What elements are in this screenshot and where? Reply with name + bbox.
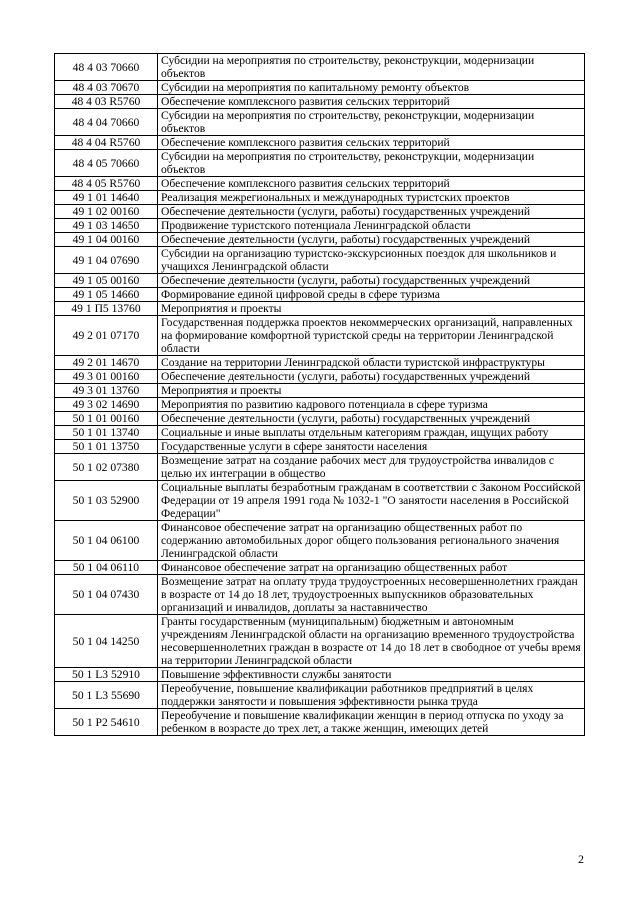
target-article-code: 50 1 L3 52910 [55,668,158,682]
table-row [55,384,585,398]
table-row [55,302,585,316]
target-article-code: 49 1 02 00160 [55,205,158,219]
target-article-description: Обеспечение деятельности (услуги, работы) государственных учреждений [158,412,585,426]
target-article-description: Обеспечение комплексного развития сельских территорий [158,177,585,191]
target-article-code: 50 1 04 07430 [55,575,158,615]
target-article-description: Мероприятия и проекты [158,384,585,398]
table-row [55,288,585,302]
target-article-description: Создание на территории Ленинградской области туристской инфраструктуры [158,356,585,370]
table-row [55,191,585,205]
table-body [55,54,585,736]
target-article-code: 48 4 05 70660 [55,150,158,177]
target-article-code: 48 4 04 R5760 [55,136,158,150]
table-row [55,233,585,247]
target-article-code: 49 3 01 00160 [55,370,158,384]
target-article-description: Мероприятия по развитию кадрового потенциала в сфере туризма [158,398,585,412]
target-article-description: Субсидии на организацию туристско-экскурсионных поездок для школьников и учащихся Ленинградской области [158,247,585,274]
target-article-description: Переобучение и повышение квалификации женщин в период отпуска по уходу за ребенком в возрасте до трех лет, а также женщин, имеющих детей [158,709,585,736]
target-article-code: 50 1 04 14250 [55,615,158,668]
table-row [55,95,585,109]
target-article-code: 50 1 04 06110 [55,561,158,575]
table-row [55,370,585,384]
target-article-code: 50 1 P2 54610 [55,709,158,736]
table-row [55,412,585,426]
target-article-code: 49 1 01 14640 [55,191,158,205]
table-row [55,426,585,440]
target-article-description: Гранты государственным (муниципальным) бюджетным и автономным учреждениям Ленинградской области на организацию временного трудоустройства несовершеннолетних граждан в возрасте от 14 до 18 лет в свободное от учебы время на территории Ленинградской области [158,615,585,668]
target-article-code: 48 4 04 70660 [55,109,158,136]
target-article-description: Реализация межрегиональных и международных туристских проектов [158,191,585,205]
target-article-code: 49 2 01 14670 [55,356,158,370]
page-number: 2 [578,852,584,866]
target-article-code: 48 4 03 70670 [55,81,158,95]
target-article-code: 50 1 03 52900 [55,481,158,521]
target-article-code: 49 1 05 14660 [55,288,158,302]
target-article-code: 49 3 01 13760 [55,384,158,398]
table-row [55,274,585,288]
table-row [55,247,585,274]
target-article-code: 50 1 L3 55690 [55,682,158,709]
target-article-description: Финансовое обеспечение затрат на организацию общественных работ [158,561,585,575]
target-article-code: 48 4 03 70660 [55,54,158,81]
target-article-code: 50 1 01 13750 [55,440,158,454]
table-row [55,177,585,191]
target-article-description: Возмещение затрат на оплату труда трудоустроенных несовершеннолетних граждан в возрасте от 14 до 18 лет, трудоустроенных выпускников образовательных организаций и инвалидов, доплаты за наставничество [158,575,585,615]
table-row [55,682,585,709]
target-article-description: Субсидии на мероприятия по капитальному ремонту объектов [158,81,585,95]
target-article-description: Обеспечение деятельности (услуги, работы) государственных учреждений [158,274,585,288]
target-article-description: Обеспечение комплексного развития сельских территорий [158,95,585,109]
target-article-description: Социальные и иные выплаты отдельным категориям граждан, ищущих работу [158,426,585,440]
table-row [55,54,585,81]
target-article-description: Повышение эффективности службы занятости [158,668,585,682]
table-row [55,356,585,370]
table-row [55,205,585,219]
target-article-code: 49 2 01 07170 [55,316,158,356]
target-article-code: 50 1 04 06100 [55,521,158,561]
table-row [55,615,585,668]
target-article-description: Субсидии на мероприятия по строительству, реконструкции, модернизации объектов [158,54,585,81]
table-row [55,561,585,575]
table-row [55,219,585,233]
target-article-code: 50 1 01 13740 [55,426,158,440]
target-article-description: Формирование единой цифровой среды в сфере туризма [158,288,585,302]
target-article-code: 49 3 02 14690 [55,398,158,412]
budget-code-table [54,53,585,736]
target-article-description: Мероприятия и проекты [158,302,585,316]
target-article-code: 49 1 03 14650 [55,219,158,233]
target-article-description: Обеспечение деятельности (услуги, работы) государственных учреждений [158,233,585,247]
target-article-code: 49 1 П5 13760 [55,302,158,316]
table-row [55,521,585,561]
target-article-description: Субсидии на мероприятия по строительству, реконструкции, модернизации объектов [158,150,585,177]
target-article-description: Обеспечение деятельности (услуги, работы) государственных учреждений [158,205,585,219]
table-row [55,454,585,481]
target-article-description: Возмещение затрат на создание рабочих мест для трудоустройства инвалидов с целью их интеграции в общество [158,454,585,481]
target-article-code: 50 1 01 00160 [55,412,158,426]
table-row [55,481,585,521]
document-page [54,53,584,736]
target-article-code: 49 1 04 00160 [55,233,158,247]
table-row [55,709,585,736]
target-article-code: 49 1 04 07690 [55,247,158,274]
table-row [55,136,585,150]
table-row [55,575,585,615]
target-article-description: Финансовое обеспечение затрат на организацию общественных работ по содержанию автомобильных дорог общего пользования регионального значения Ленинградской области [158,521,585,561]
target-article-description: Обеспечение комплексного развития сельских территорий [158,136,585,150]
table-row [55,109,585,136]
table-row [55,440,585,454]
target-article-description: Продвижение туристского потенциала Ленинградской области [158,219,585,233]
target-article-description: Социальные выплаты безработным гражданам в соответствии с Законом Российской Федерации от 19 апреля 1991 года № 1032-1 "О занятости населения в Российской Федерации" [158,481,585,521]
table-row [55,81,585,95]
target-article-code: 48 4 03 R5760 [55,95,158,109]
target-article-description: Государственные услуги в сфере занятости населения [158,440,585,454]
target-article-description: Государственная поддержка проектов некоммерческих организаций, направленных на формирование комфортной туристской среды на территории Ленинградской области [158,316,585,356]
table-row [55,150,585,177]
table-row [55,668,585,682]
table-row [55,398,585,412]
target-article-description: Переобучение, повышение квалификации работников предприятий в целях поддержки занятости и повышения эффективности рынка труда [158,682,585,709]
target-article-description: Обеспечение деятельности (услуги, работы) государственных учреждений [158,370,585,384]
target-article-code: 50 1 02 07380 [55,454,158,481]
target-article-description: Субсидии на мероприятия по строительству, реконструкции, модернизации объектов [158,109,585,136]
target-article-code: 48 4 05 R5760 [55,177,158,191]
target-article-code: 49 1 05 00160 [55,274,158,288]
table-row [55,316,585,356]
